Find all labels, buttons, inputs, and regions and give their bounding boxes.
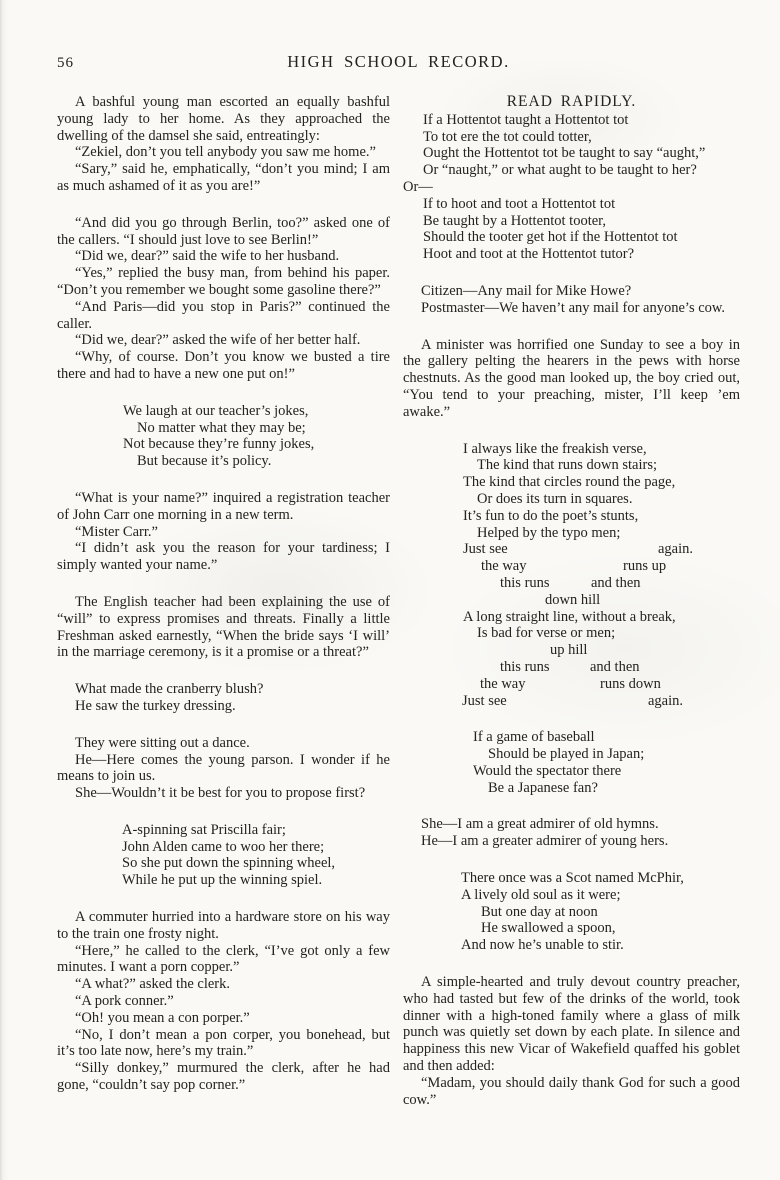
verse-stair-line <box>403 575 740 592</box>
paragraph: “Madam, you should daily thank God for such a good cow.” <box>403 1074 740 1108</box>
page-header <box>57 52 740 78</box>
stair-segment: down hill <box>545 591 601 608</box>
page-content <box>57 52 740 1108</box>
joke-mike-howe <box>403 283 740 317</box>
paragraph: They were sitting out a dance. <box>75 734 250 751</box>
paragraph: “I didn’t ask you the reason for your tardiness; I simply wanted your name.” <box>57 540 390 574</box>
stair-segment: again. <box>658 541 694 558</box>
verse-line: Not because they’re funny jokes, <box>123 436 315 453</box>
verse-line: Or does its turn in squares. <box>477 490 633 507</box>
verse-stair-line <box>403 642 740 659</box>
verse-line: The kind that runs down stairs; <box>477 457 658 474</box>
verse-line: Is bad for verse or men; <box>477 625 616 642</box>
stair-segment: runs up <box>623 558 667 575</box>
verse-line: Ought the Hottentot tot be taught to say “aught,” <box>423 145 706 162</box>
paragraph: “Did we, dear?” asked the wife of her better half. <box>75 332 361 349</box>
verse-stair-line <box>403 558 740 575</box>
left-column <box>57 94 390 1108</box>
paragraph: “A what?” asked the clerk. <box>75 976 230 993</box>
stair-segment: the way <box>480 675 526 692</box>
stair-segment: again. <box>648 692 684 709</box>
paragraph: A commuter hurried into a hardware store on his way to the train one frosty night. <box>57 909 390 942</box>
paragraph: A bashful young man escorted an equally bashful young lady to her home. As they approached the dwelling of the damsel she said, entreatingly: <box>57 94 390 144</box>
paragraph: She—I am a great admirer of old hymns. <box>421 816 659 833</box>
paragraph: “Mister Carr.” <box>75 523 158 540</box>
verse-line: There once was a Scot named McPhir, <box>461 870 684 887</box>
paragraph: A simple-hearted and truly devout country preacher, who had tasted but few of the drinks of the world, took dinner with a high-toned family where a glass of milk punch was quietly set down by each plate. In silence and happiness this new Vicar of Wakefield quaffed his goblet and then added: <box>403 974 740 1075</box>
paragraph: “And Paris—did you stop in Paris?” continued the caller. <box>57 298 390 332</box>
verse-line: It’s fun to do the poet’s stunts, <box>463 507 639 524</box>
paragraph: Postmaster—We haven’t any mail for anyone’s cow. <box>421 299 726 316</box>
paragraph: What made the cranberry blush? <box>75 681 264 698</box>
right-column <box>403 94 740 1108</box>
stair-segment: up hill <box>550 642 588 659</box>
verse-line: A-spinning sat Priscilla fair; <box>122 821 286 838</box>
verse-line: If a Hottentot taught a Hottentot tot <box>423 111 629 128</box>
stair-segment: this runs <box>500 658 550 675</box>
paragraph: He—I am a greater admirer of young hers. <box>421 833 669 850</box>
joke-cranberry <box>57 681 390 715</box>
verse-stair-line <box>403 693 740 710</box>
verse-line: But because it’s policy. <box>137 453 272 470</box>
joke-minister <box>403 337 740 421</box>
verse-stair-line <box>403 592 740 609</box>
verse-line: He swallowed a spoon, <box>481 920 616 937</box>
joke-english-teacher <box>57 594 390 661</box>
verse-freakish <box>403 441 740 710</box>
verse-line: So she put down the spinning wheel, <box>122 855 336 872</box>
verse-priscilla <box>57 822 390 889</box>
verse-line: Be a Japanese fan? <box>488 779 598 796</box>
stair-segment: this runs <box>500 574 550 591</box>
paragraph: “Oh! you mean a con porper.” <box>75 1009 250 1026</box>
paragraph: He—Here comes the young parson. I wonder if he means to join us. <box>57 751 390 785</box>
verse-line: Should be played in Japan; <box>488 746 645 763</box>
verse-line: If a game of baseball <box>473 729 595 746</box>
verse-line: We laugh at our teacher’s jokes, <box>123 402 309 419</box>
verse-japan <box>403 729 740 796</box>
verse-line: Or “naught,” or what aught to be taught to her? <box>423 162 697 179</box>
paragraph: “And did you go through Berlin, too?” asked one of the callers. “I should just love to see Berlin!” <box>57 214 390 248</box>
verse-line: Or— <box>403 178 433 195</box>
verse-line: But one day at noon <box>481 903 598 920</box>
verse-line: A lively old soul as it were; <box>461 886 621 903</box>
verse-stair-line <box>403 541 740 558</box>
verse-stair-line <box>403 676 740 693</box>
stair-segment: the way <box>481 558 527 575</box>
stair-segment: Just see <box>462 692 507 709</box>
paragraph: “Yes,” replied the busy man, from behind his paper. “Don’t you remember we bought some gasoline there?” <box>57 265 390 298</box>
verse-line: Hoot and toot at the Hottentot tutor? <box>423 246 635 263</box>
paragraph: “A pork conner.” <box>75 993 174 1010</box>
paragraph: The English teacher had been explaining the use of “will” to express promises and threats. Finally a little Freshman asked earnestly, “When the bride says ‘I will’ in the marriage ceremony, is it a promise or a threat?” <box>57 593 390 661</box>
joke-preacher <box>403 974 740 1108</box>
joke-john-carr <box>57 490 390 574</box>
page-title: HIGH SCHOOL RECORD. <box>287 52 510 71</box>
paragraph: “Sary,” said he, emphatically, “don’t you mind; I am as much ashamed of it as you are!” <box>57 161 390 194</box>
joke-hymns <box>403 816 740 850</box>
paragraph: She—Wouldn’t it be best for you to propose first? <box>75 785 366 802</box>
verse-line: A long straight line, without a break, <box>463 608 676 625</box>
paragraph: “Here,” he called to the clerk, “I’ve got only a few minutes. I want a porn copper.” <box>57 942 390 976</box>
paragraph: “Silly donkey,” murmured the clerk, after he had gone, “couldn’t say pop corner.” <box>57 1060 390 1094</box>
verse-line: No matter what they may be; <box>137 419 306 436</box>
verse-line: Should the tooter get hot if the Hottentot tot <box>423 229 678 246</box>
paragraph: “No, I don’t mean a pon corper, you bonehead, but it’s too late now, here’s my train.” <box>57 1026 390 1060</box>
joke-berlin-paris <box>57 215 390 383</box>
verse-line: To tot ere the tot could totter, <box>423 128 592 145</box>
joke-dance <box>57 735 390 802</box>
stair-segment: and then <box>590 658 640 675</box>
paragraph: “Zekiel, don’t you tell anybody you saw me home.” <box>75 144 376 161</box>
stair-segment: and then <box>591 574 641 591</box>
section-heading: READ RAPIDLY. <box>506 93 637 110</box>
verse-teachers-jokes <box>57 403 390 470</box>
stair-segment: runs down <box>600 675 661 692</box>
verse-stair-line <box>403 659 740 676</box>
joke-bashful <box>57 94 390 195</box>
paragraph: “Did we, dear?” said the wife to her husband. <box>75 248 340 265</box>
paragraph: A minister was horrified one Sunday to see a boy in the gallery pelting the hearers in the pews with horse chestnuts. As the good man looked up, the boy cried out, “You tend to your preaching, mister, I’ll keep ’em awake.” <box>403 336 740 420</box>
verse-mcphir <box>403 870 740 954</box>
joke-hardware-store <box>57 909 390 1094</box>
page-number: 56 <box>57 55 74 71</box>
paragraph: He saw the turkey dressing. <box>75 697 236 714</box>
verse-line: Be taught by a Hottentot tooter, <box>423 212 607 229</box>
verse-freakish-middle <box>403 609 740 643</box>
stair-segment: Just see <box>463 541 508 558</box>
section-read-rapidly <box>403 94 740 263</box>
verse-line: John Alden came to woo her there; <box>122 838 325 855</box>
verse-line: Would the spectator there <box>473 762 622 779</box>
paragraph: Citizen—Any mail for Mike Howe? <box>421 282 632 299</box>
verse-line: I always like the freakish verse, <box>463 440 647 457</box>
verse-line: While he put up the winning spiel. <box>122 872 323 889</box>
paragraph: “Why, of course. Don’t you know we busted a tire there and had to have a new one put on!” <box>57 349 390 382</box>
verse-line: The kind that circles round the page, <box>463 474 676 491</box>
two-column-layout <box>57 94 740 1108</box>
verse-line: Helped by the typo men; <box>477 524 621 541</box>
verse-hottentot <box>403 112 740 263</box>
paragraph: “What is your name?” inquired a registration teacher of John Carr one morning in a new term. <box>57 489 390 523</box>
verse-line: If to hoot and toot a Hottentot tot <box>423 195 616 212</box>
verse-line: And now he’s unable to stir. <box>461 937 624 954</box>
